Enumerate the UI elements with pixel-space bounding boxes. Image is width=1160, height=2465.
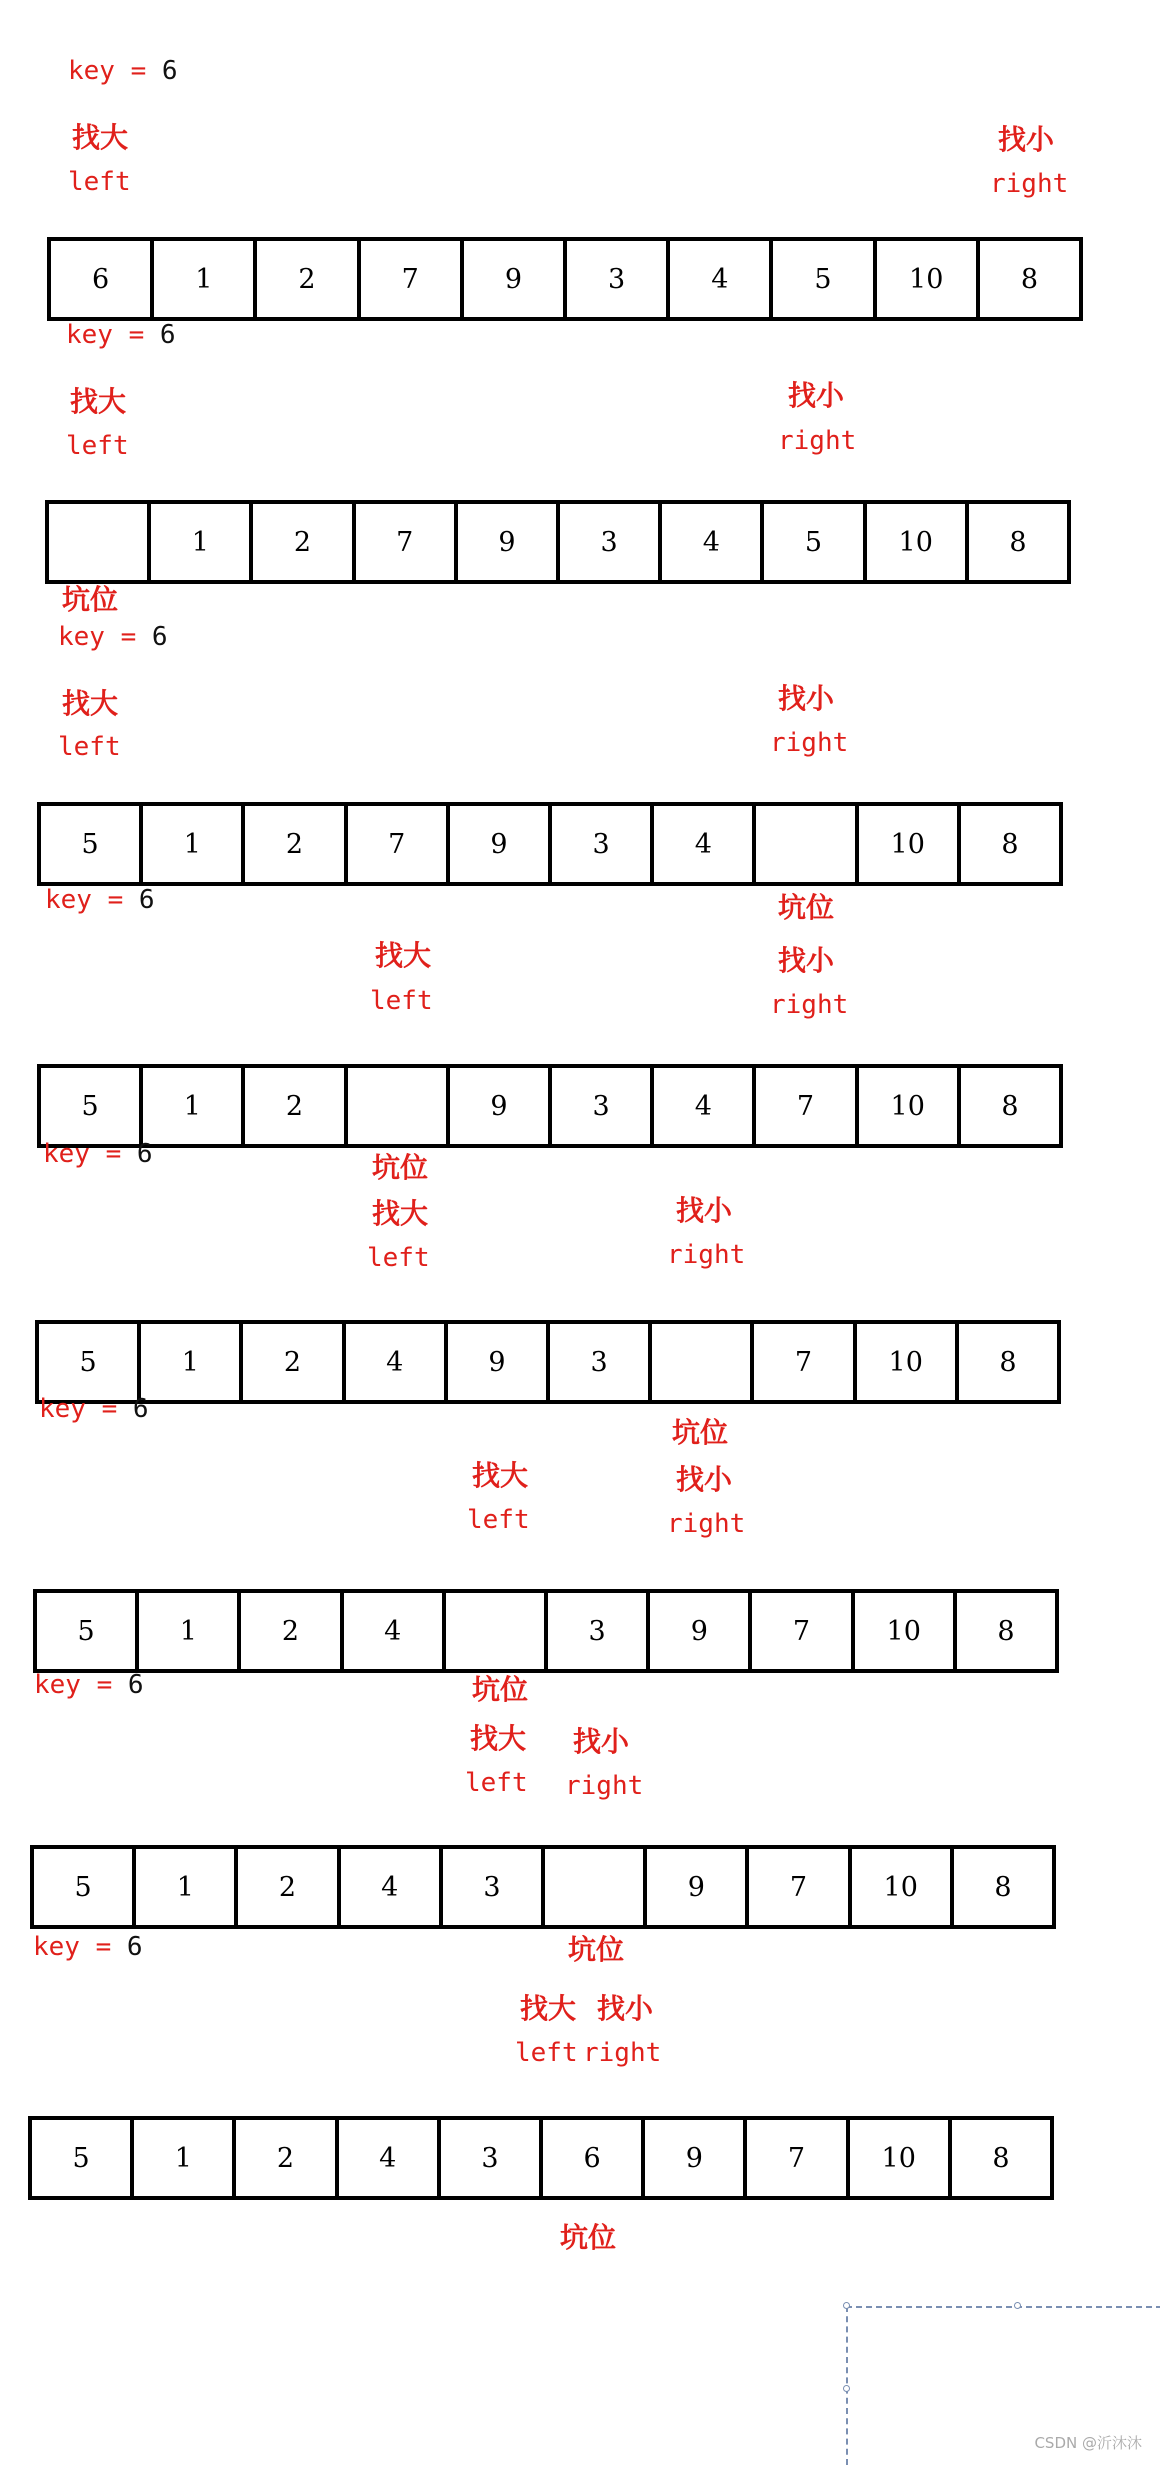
- array-cell-empty: [348, 1068, 450, 1144]
- pit-label: 坑位: [568, 1933, 625, 1966]
- find-small-label: 找小: [597, 1992, 654, 2025]
- right-pointer-label: right: [667, 1240, 746, 1270]
- array-cell: 2: [245, 1068, 347, 1144]
- array-step-4: [37, 1064, 1063, 1148]
- array-cell: 1: [154, 241, 257, 317]
- array-cell: 5: [34, 1849, 136, 1925]
- array-cell: 4: [670, 241, 773, 317]
- find-small-label: 找小: [788, 379, 845, 412]
- array-cell: 7: [749, 1849, 851, 1925]
- array-cell: 8: [1009, 526, 1027, 558]
- array-cell: 2: [257, 241, 360, 317]
- right-pointer-label: right: [990, 169, 1069, 199]
- array-cell: 9: [464, 241, 567, 317]
- find-big-label: 找大: [472, 1459, 529, 1492]
- array-cell: 7: [752, 1593, 854, 1669]
- find-small-label: 找小: [778, 944, 835, 977]
- array-step-3: [37, 802, 1063, 886]
- array-cell: 7: [756, 1068, 858, 1144]
- array-cell-empty: [756, 806, 858, 882]
- pit-label: 坑位: [560, 2221, 617, 2254]
- array-cell: 4: [341, 1849, 443, 1925]
- key-text: key =: [58, 622, 152, 652]
- array-cell: 7: [356, 504, 458, 580]
- key-label: [58, 622, 168, 652]
- find-small-label: 找小: [676, 1463, 733, 1496]
- left-pointer-label: left: [465, 1768, 528, 1798]
- selection-handle: [1014, 2302, 1021, 2309]
- key-text: key =: [66, 320, 160, 350]
- pit-label: 坑位: [62, 583, 119, 616]
- pit-label: 坑位: [472, 1673, 529, 1706]
- array-cell: 1: [136, 1849, 238, 1925]
- right-pointer-label: right: [770, 990, 849, 1020]
- key-value: 6: [138, 885, 155, 915]
- array-cell: 9: [647, 1849, 749, 1925]
- right-pointer-label: right: [583, 2038, 662, 2068]
- key-value: 6: [161, 56, 178, 86]
- find-small-label: 找小: [676, 1194, 733, 1227]
- key-label: [39, 1394, 149, 1424]
- left-pointer-label: left: [58, 732, 121, 762]
- array-cell-empty: [446, 1593, 548, 1669]
- array-cell: 9: [650, 1593, 752, 1669]
- array-cell: 3: [548, 1593, 650, 1669]
- array-step-5: [35, 1320, 1061, 1404]
- array-cell: 1: [151, 504, 253, 580]
- array-cell: 9: [450, 806, 552, 882]
- selection-handle: [843, 2385, 850, 2392]
- array-cell: 1: [134, 2120, 236, 2196]
- key-label: [33, 1932, 143, 1962]
- key-label: [68, 56, 178, 86]
- array-cell: 4: [346, 1324, 448, 1400]
- key-value: 6: [126, 1932, 143, 1962]
- find-big-label: 找大: [70, 385, 127, 418]
- array-cell: 4: [344, 1593, 446, 1669]
- right-pointer-label: right: [565, 1771, 644, 1801]
- key-value: 6: [127, 1670, 144, 1700]
- find-small-label: 找小: [573, 1725, 630, 1758]
- array-cell: 3: [560, 504, 662, 580]
- key-value: 6: [151, 622, 168, 652]
- find-big-label: 找大: [470, 1722, 527, 1755]
- array-cell: 1: [141, 1324, 243, 1400]
- array-cell: 2: [243, 1324, 345, 1400]
- array-cell: 1: [143, 806, 245, 882]
- array-step-8: [28, 2116, 1054, 2200]
- left-pointer-label: left: [515, 2038, 578, 2068]
- array-cell: 6: [51, 241, 154, 317]
- array-cell: 4: [662, 504, 764, 580]
- pit-label: 坑位: [372, 1151, 429, 1184]
- array-cell: 7: [361, 241, 464, 317]
- array-cell: 5: [32, 2120, 134, 2196]
- array-step-7: [30, 1845, 1056, 1929]
- key-label: [34, 1670, 144, 1700]
- array-cell: 8: [992, 2142, 1010, 2174]
- array-cell: 7: [348, 806, 450, 882]
- array-cell: 7: [747, 2120, 849, 2196]
- array-cell: 10: [867, 504, 969, 580]
- array-step-2: [45, 500, 1071, 584]
- key-text: key =: [39, 1394, 133, 1424]
- right-pointer-label: right: [778, 426, 857, 456]
- array-cell: 3: [550, 1324, 652, 1400]
- array-cell: 10: [859, 1068, 961, 1144]
- array-cell: 9: [450, 1068, 552, 1144]
- right-pointer-label: right: [667, 1509, 746, 1539]
- array-cell: 2: [236, 2120, 338, 2196]
- array-cell: 2: [241, 1593, 343, 1669]
- array-cell: 5: [773, 241, 876, 317]
- array-cell: 4: [654, 806, 756, 882]
- left-pointer-label: left: [467, 1505, 530, 1535]
- key-label: [43, 1139, 153, 1169]
- key-text: key =: [33, 1932, 127, 1962]
- array-cell: 8: [1020, 263, 1039, 295]
- array-cell: 7: [754, 1324, 856, 1400]
- array-cell: 3: [443, 1849, 545, 1925]
- right-pointer-label: right: [770, 728, 849, 758]
- array-cell: 8: [1001, 828, 1019, 860]
- left-pointer-label: left: [370, 986, 433, 1016]
- key-text: key =: [45, 885, 139, 915]
- array-cell-empty: [545, 1849, 647, 1925]
- find-big-label: 找大: [72, 121, 129, 154]
- array-cell: 6: [543, 2120, 645, 2196]
- find-small-label: 找小: [778, 682, 835, 715]
- array-cell: 4: [654, 1068, 756, 1144]
- array-cell-empty: [49, 504, 151, 580]
- array-cell: 3: [552, 1068, 654, 1144]
- key-label: [66, 320, 176, 350]
- array-cell: 5: [41, 806, 143, 882]
- array-cell: 10: [850, 2120, 952, 2196]
- array-cell: 3: [441, 2120, 543, 2196]
- key-value: 6: [136, 1139, 153, 1169]
- key-label: [45, 885, 155, 915]
- array-cell: 8: [999, 1346, 1017, 1378]
- array-cell: 9: [645, 2120, 747, 2196]
- array-cell: 9: [458, 504, 560, 580]
- find-big-label: 找大: [520, 1992, 577, 2025]
- array-cell: 5: [39, 1324, 141, 1400]
- key-text: key =: [68, 56, 162, 86]
- array-cell: 2: [245, 806, 347, 882]
- array-cell: 5: [764, 504, 866, 580]
- array-cell: 8: [994, 1871, 1012, 1903]
- array-cell: 9: [448, 1324, 550, 1400]
- array-cell: 1: [143, 1068, 245, 1144]
- array-cell: 4: [339, 2120, 441, 2196]
- selection-handle: [843, 2302, 850, 2309]
- key-value: 6: [132, 1394, 149, 1424]
- pit-label: 坑位: [672, 1416, 729, 1449]
- array-step-1: [47, 237, 1083, 321]
- array-step-6: [33, 1589, 1059, 1673]
- key-text: key =: [43, 1139, 137, 1169]
- array-cell: 1: [139, 1593, 241, 1669]
- array-cell: 10: [859, 806, 961, 882]
- find-big-label: 找大: [372, 1197, 429, 1230]
- left-pointer-label: left: [66, 431, 129, 461]
- array-cell: 10: [852, 1849, 954, 1925]
- array-cell: 2: [238, 1849, 340, 1925]
- array-cell: 3: [567, 241, 670, 317]
- array-cell: 2: [253, 504, 355, 580]
- left-pointer-label: left: [68, 167, 131, 197]
- key-text: key =: [34, 1670, 128, 1700]
- array-cell-empty: [652, 1324, 754, 1400]
- left-pointer-label: left: [367, 1243, 430, 1273]
- array-cell: 8: [997, 1615, 1015, 1647]
- find-small-label: 找小: [998, 123, 1055, 156]
- array-cell: 10: [877, 241, 980, 317]
- pit-label: 坑位: [778, 891, 835, 924]
- array-cell: 10: [857, 1324, 959, 1400]
- array-cell: 10: [855, 1593, 957, 1669]
- find-big-label: 找大: [62, 687, 119, 720]
- array-cell: 8: [1001, 1090, 1019, 1122]
- array-cell: 3: [552, 806, 654, 882]
- find-big-label: 找大: [375, 939, 432, 972]
- watermark: CSDN @沂沐沐: [1034, 2434, 1142, 2452]
- key-value: 6: [159, 320, 176, 350]
- array-cell: 5: [37, 1593, 139, 1669]
- array-cell: 5: [41, 1068, 143, 1144]
